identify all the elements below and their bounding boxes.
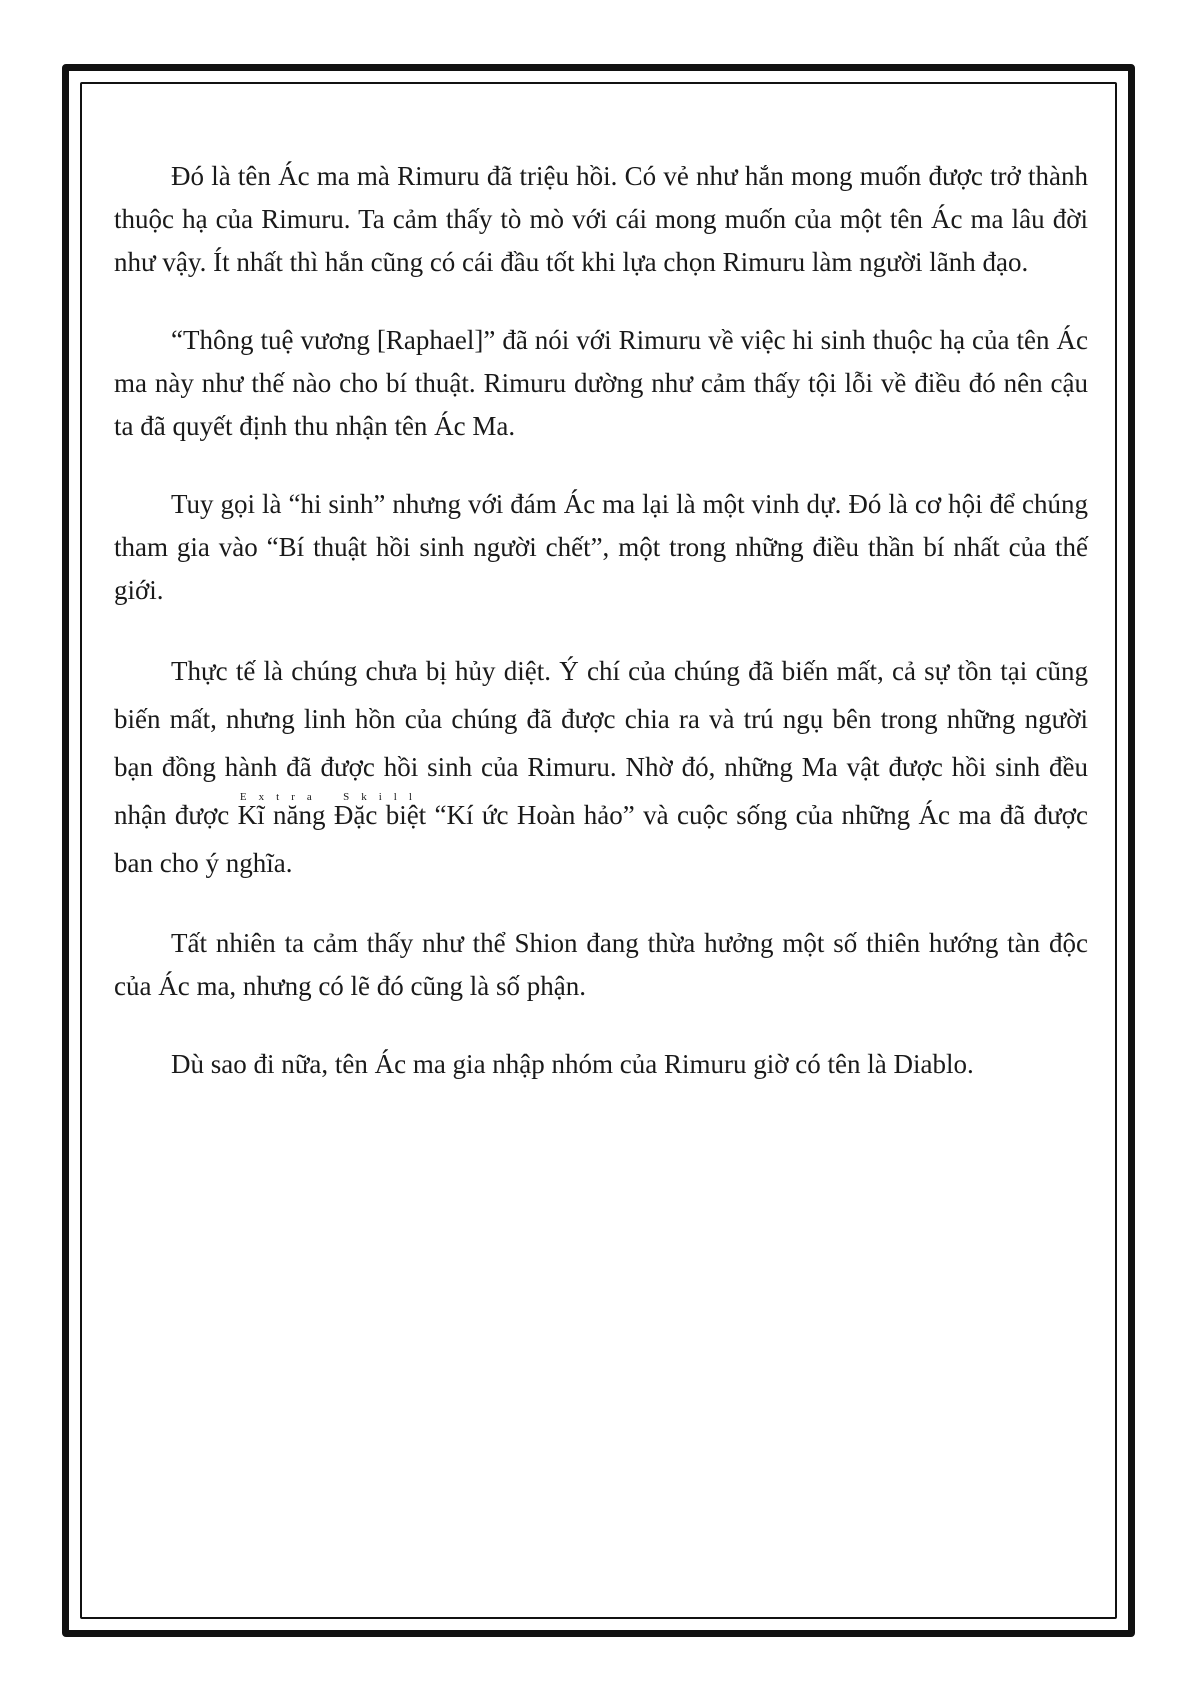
paragraph-4-text-after: “Kí ức Hoàn hảo” và cuộc sống của những Ác ma đã được ban cho ý nghĩa. [114, 800, 1088, 878]
paragraph-2: “Thông tuệ vương [Raphael]” đã nói với Rimuru về việc hi sinh thuộc hạ của tên Ác ma này như thế nào cho bí thuật. Rimuru dường như cảm thấy tội lỗi về điều đó nên cậu ta đã quyết định thu nhận tên Ác Ma. [114, 325, 1088, 441]
paragraph-5: Tất nhiên ta cảm thấy như thể Shion đang thừa hưởng một số thiên hướng tàn độc của Ác ma, nhưng có lẽ đó cũng là số phận. [114, 928, 1088, 1001]
paragraph-4-text-before: Thực tế là chúng chưa bị hủy diệt. Ý chí của chúng đã biến mất, cả sự tồn tại cũng biến mất, nhưng linh hồn của chúng đã được chia ra và trú ngụ bên trong những người bạn đồng hành đã được hồi sinh của Rimuru. Nhờ đó, những Ma vật được hồi sinh đều nhận được [114, 656, 1088, 830]
extra-skill-ruby [237, 791, 427, 830]
document-body [114, 155, 1088, 1121]
paragraph-6: Dù sao đi nữa, tên Ác ma gia nhập nhóm của Rimuru giờ có tên là Diablo. [171, 1049, 974, 1079]
paragraph-4 [114, 647, 1088, 887]
paragraph-1: Đó là tên Ác ma mà Rimuru đã triệu hồi. Có vẻ như hắn mong muốn được trở thành thuộc hạ của Rimuru. Ta cảm thấy tò mò với cái mong muốn của một tên Ác ma lâu đời như vậy. Ít nhất thì hắn cũng có cái đầu tốt khi lựa chọn Rimuru làm người lãnh đạo. [114, 161, 1088, 277]
extra-skill-term: Kĩ năng Đặc biệt [237, 800, 427, 830]
extra-skill-annotation: Extra Skill [237, 791, 427, 803]
paragraph-3: Tuy gọi là “hi sinh” nhưng với đám Ác ma lại là một vinh dự. Đó là cơ hội để chúng tham gia vào “Bí thuật hồi sinh người chết”, một trong những điều thần bí nhất của thế giới. [114, 489, 1088, 605]
